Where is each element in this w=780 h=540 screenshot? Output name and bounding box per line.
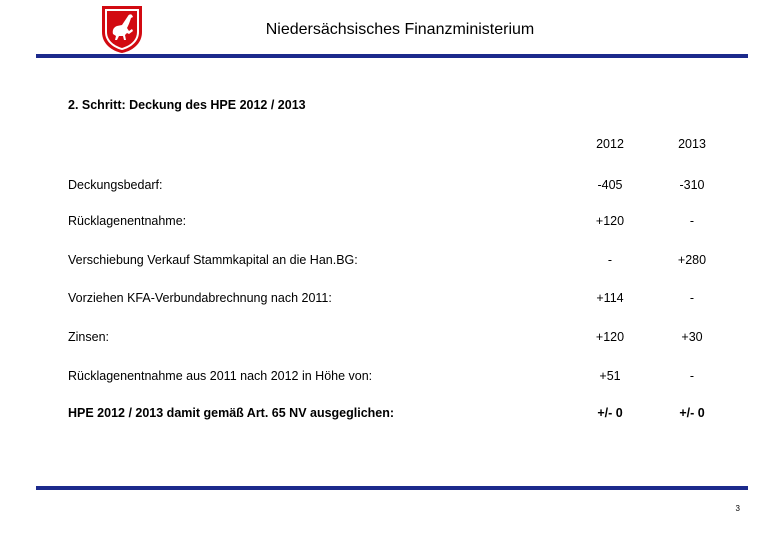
value-2013: -310 [679, 178, 705, 192]
column-header-2013: 2013 [678, 137, 706, 151]
value-2012: +114 [596, 291, 624, 305]
row-label: HPE 2012 / 2013 damit gemäß Art. 65 NV ausgeglichen: [68, 406, 395, 420]
value-2013: - [689, 291, 695, 305]
row-label: Rücklagenentnahme: [68, 214, 187, 228]
value-2012: +/- 0 [597, 406, 623, 420]
value-2013: +30 [681, 330, 703, 344]
table-row-total [0, 405, 780, 421]
header-divider [36, 54, 748, 58]
page-number: 3 [735, 504, 740, 513]
table-row [0, 368, 780, 384]
column-header-2012: 2012 [596, 137, 624, 151]
table-row [0, 213, 780, 229]
table-row [0, 252, 780, 268]
row-label: Vorziehen KFA-Verbundabrechnung nach 2011: [68, 291, 332, 305]
row-label: Rücklagenentnahme aus 2011 nach 2012 in Höhe von: [68, 369, 373, 383]
footer-divider [36, 486, 748, 490]
value-2013: - [689, 214, 695, 228]
slide-heading: 2. Schritt: Deckung des HPE 2012 / 2013 [68, 98, 306, 112]
value-2013: +280 [677, 253, 707, 267]
value-2012: -405 [597, 178, 623, 192]
value-2012: +51 [599, 369, 621, 383]
value-2013: - [689, 369, 695, 383]
table-row [0, 329, 780, 345]
row-label: Zinsen: [68, 330, 109, 344]
value-2012: +120 [595, 214, 625, 228]
table-row [0, 290, 780, 306]
row-label: Deckungsbedarf: [68, 178, 163, 192]
organization-title: Niedersächsisches Finanzministerium [265, 21, 535, 38]
value-2012: - [607, 253, 613, 267]
value-2012: +120 [595, 330, 625, 344]
value-2013: +/- 0 [679, 406, 705, 420]
niedersachsen-horse-crest-icon [100, 4, 144, 54]
table-row [0, 177, 780, 193]
row-label: Verschiebung Verkauf Stammkapital an die Han.BG: [68, 253, 358, 267]
